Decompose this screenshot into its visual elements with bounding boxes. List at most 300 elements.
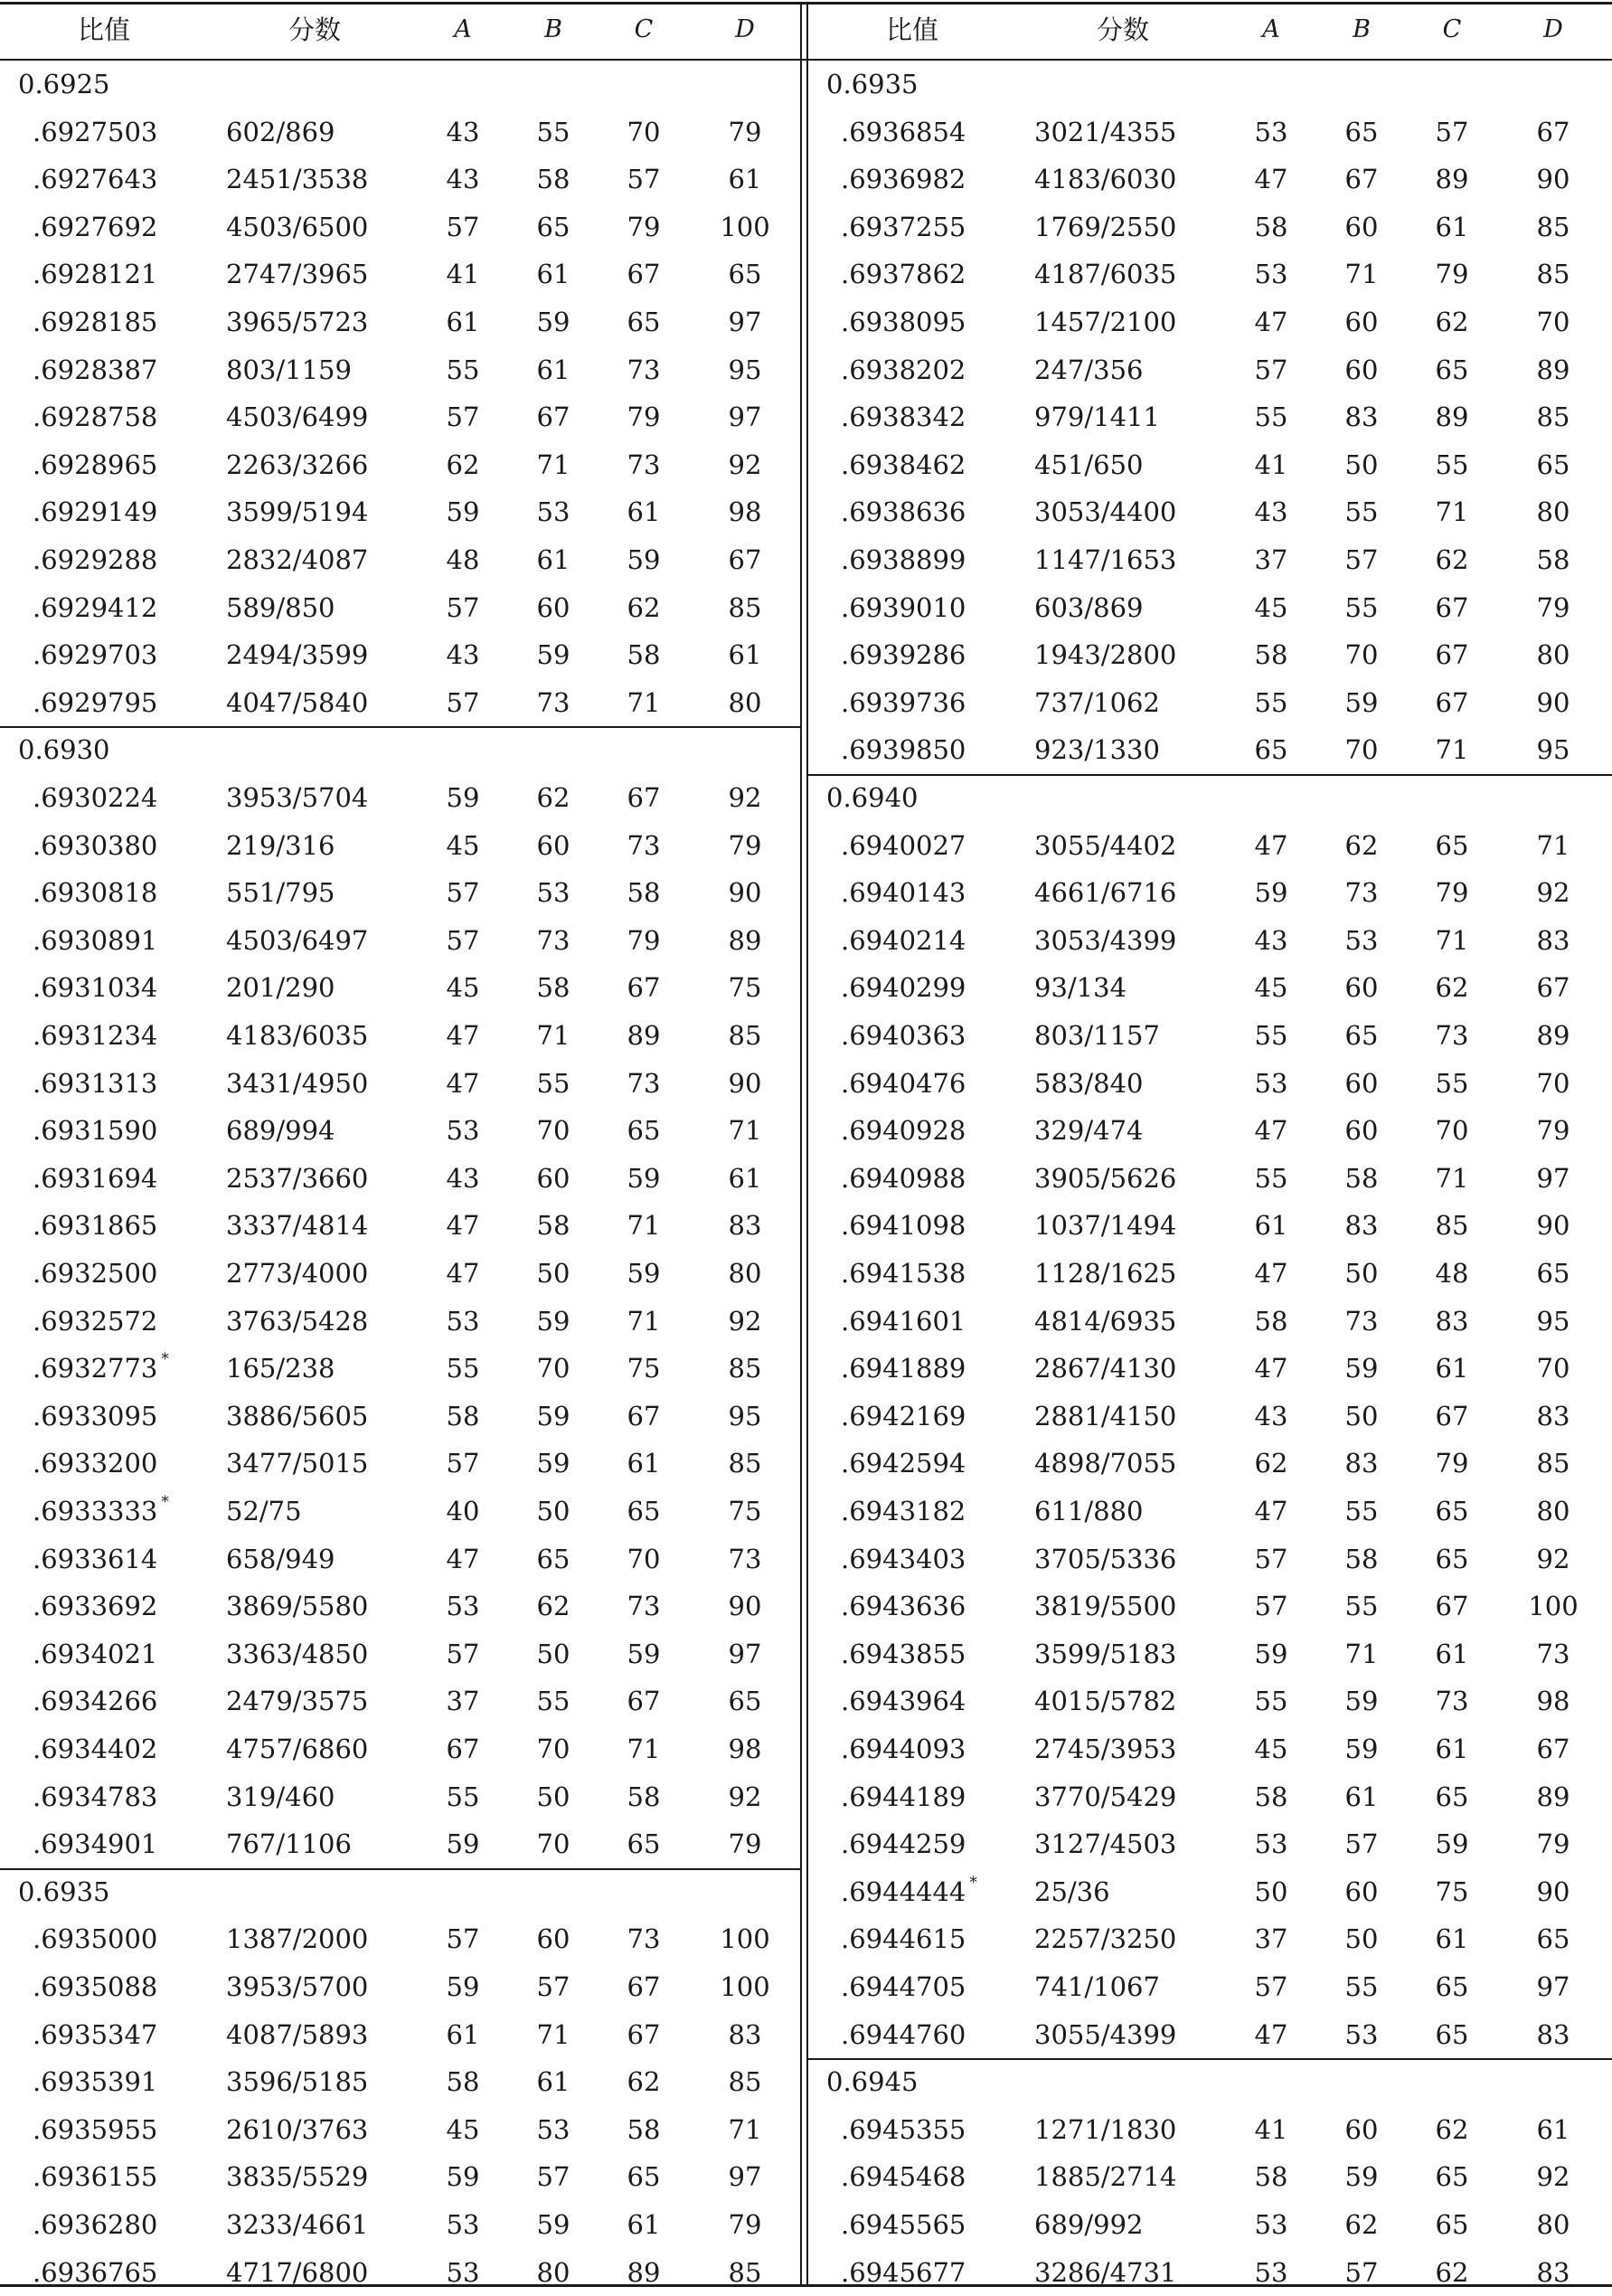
cell-c: 71 bbox=[627, 686, 661, 718]
table-row bbox=[808, 1915, 1612, 1962]
cell-b: 59 bbox=[1344, 2161, 1379, 2193]
cell-fraction: 2537/3660 bbox=[226, 1162, 369, 1194]
cell-c: 59 bbox=[627, 1638, 661, 1669]
cell-c: 73 bbox=[627, 1591, 661, 1622]
cell-d: 79 bbox=[728, 2209, 762, 2240]
cell-ratio: .6932572 bbox=[33, 1305, 158, 1337]
cell-c: 67 bbox=[627, 1971, 661, 2002]
cell-a: 53 bbox=[1254, 1828, 1288, 1860]
cell-c: 67 bbox=[627, 1400, 661, 1431]
cell-fraction: 3053/4399 bbox=[1034, 924, 1177, 956]
cell-ratio: .6942169 bbox=[841, 1400, 966, 1431]
cell-a: 53 bbox=[1254, 1067, 1288, 1099]
cell-ratio: .6931313 bbox=[33, 1067, 158, 1099]
table-row bbox=[0, 1963, 800, 2010]
cell-c: 67 bbox=[1435, 639, 1469, 671]
cell-ratio: .6927692 bbox=[33, 211, 158, 242]
cell-b: 55 bbox=[1344, 1591, 1379, 1622]
cell-fraction: 4087/5893 bbox=[226, 2018, 369, 2050]
cell-a: 55 bbox=[446, 1353, 480, 1384]
cell-c: 62 bbox=[1435, 307, 1469, 337]
cell-b: 60 bbox=[536, 1162, 570, 1194]
cell-b: 60 bbox=[1344, 1115, 1379, 1147]
cell-a: 53 bbox=[446, 1591, 480, 1622]
cell-d: 98 bbox=[728, 496, 762, 528]
cell-b: 57 bbox=[536, 1971, 570, 2002]
table-row bbox=[0, 488, 800, 535]
cell-ratio: .6927503 bbox=[33, 116, 158, 147]
cell-b: 70 bbox=[536, 1828, 570, 1860]
cell-fraction: 3021/4355 bbox=[1034, 116, 1177, 147]
table-row bbox=[808, 679, 1612, 726]
cell-d: 90 bbox=[728, 1067, 762, 1099]
cell-b: 58 bbox=[536, 1210, 570, 1242]
table-row bbox=[808, 536, 1612, 583]
section-value: 0.6925 bbox=[18, 69, 110, 99]
cell-d: 65 bbox=[1536, 449, 1570, 480]
table-row bbox=[0, 1440, 800, 1487]
cell-fraction: 658/949 bbox=[226, 1543, 335, 1574]
cell-fraction: 165/238 bbox=[226, 1353, 335, 1384]
cell-a: 57 bbox=[446, 924, 480, 956]
cell-fraction: 4187/6035 bbox=[1034, 259, 1177, 290]
table-row bbox=[808, 917, 1612, 964]
cell-a: 47 bbox=[1254, 829, 1288, 861]
cell-ratio: .6932500 bbox=[33, 1258, 158, 1289]
cell-a: 59 bbox=[446, 1971, 480, 2002]
cell-d: 100 bbox=[1528, 1591, 1579, 1622]
cell-a: 47 bbox=[1254, 1496, 1288, 1526]
cell-fraction: 3477/5015 bbox=[226, 1448, 369, 1479]
cell-ratio: .6933333 * bbox=[33, 1493, 169, 1526]
section-value: 0.6940 bbox=[826, 782, 919, 813]
cell-d: 85 bbox=[1536, 259, 1570, 290]
right-header-row bbox=[808, 6, 1612, 53]
cell-fraction: 4015/5782 bbox=[1034, 1686, 1177, 1717]
section-label bbox=[0, 61, 800, 108]
cell-c: 62 bbox=[1435, 2113, 1469, 2145]
cell-b: 55 bbox=[1344, 591, 1379, 623]
cell-c: 61 bbox=[1435, 1923, 1469, 1955]
cell-b: 53 bbox=[536, 496, 570, 528]
cell-b: 71 bbox=[536, 2018, 570, 2050]
cell-ratio: .6940363 bbox=[841, 1020, 966, 1051]
cell-fraction: 2881/4150 bbox=[1034, 1400, 1177, 1431]
cell-b: 50 bbox=[536, 1638, 570, 1669]
cell-fraction: 3763/5428 bbox=[226, 1305, 369, 1337]
cell-ratio: .6929795 bbox=[33, 686, 158, 718]
cell-ratio: .6937255 bbox=[841, 211, 966, 242]
cell-c: 57 bbox=[1435, 116, 1469, 147]
cell-c: 70 bbox=[627, 116, 661, 147]
cell-c: 65 bbox=[1435, 2161, 1469, 2193]
cell-ratio: .6928121 bbox=[33, 259, 158, 290]
cell-d: 85 bbox=[728, 591, 762, 623]
cell-d: 80 bbox=[1536, 1496, 1570, 1526]
table-row bbox=[0, 774, 800, 821]
cell-b: 58 bbox=[1344, 1543, 1379, 1574]
cell-a: 43 bbox=[446, 1162, 480, 1194]
table-row bbox=[0, 1202, 800, 1249]
cell-d: 95 bbox=[728, 354, 762, 385]
table-row bbox=[808, 1773, 1612, 1820]
cell-a: 45 bbox=[1254, 1734, 1288, 1764]
section-value: 0.6935 bbox=[18, 1876, 110, 1907]
cell-b: 55 bbox=[1344, 1496, 1379, 1526]
cell-a: 59 bbox=[1254, 1638, 1288, 1669]
cell-fraction: 4183/6035 bbox=[226, 1020, 369, 1051]
cell-b: 60 bbox=[1344, 354, 1379, 385]
cell-d: 65 bbox=[728, 1686, 762, 1717]
cell-fraction: 4503/6499 bbox=[226, 402, 369, 433]
table-row bbox=[0, 346, 800, 393]
cell-ratio: .6944444 * bbox=[841, 1873, 977, 1907]
cell-d: 85 bbox=[728, 1020, 762, 1051]
cell-b: 55 bbox=[1344, 496, 1379, 528]
cell-b: 60 bbox=[1344, 2113, 1379, 2145]
cell-c: 57 bbox=[627, 164, 661, 195]
cell-fraction: 1769/2550 bbox=[1034, 211, 1177, 242]
cell-c: 75 bbox=[1435, 1876, 1469, 1907]
section-value: 0.6930 bbox=[18, 734, 110, 766]
table-row bbox=[808, 584, 1612, 631]
cell-b: 61 bbox=[536, 2066, 570, 2098]
cell-c: 71 bbox=[1435, 1162, 1469, 1194]
cell-ratio: .6940027 bbox=[841, 829, 966, 861]
cell-d: 85 bbox=[728, 2256, 762, 2288]
cell-c: 70 bbox=[627, 1543, 661, 1574]
cell-a: 55 bbox=[446, 354, 480, 385]
cell-d: 71 bbox=[728, 2113, 762, 2145]
table-row bbox=[0, 964, 800, 1011]
table-row bbox=[808, 1250, 1612, 1297]
cell-b: 55 bbox=[536, 1067, 570, 1099]
cell-ratio: .6934266 bbox=[33, 1686, 158, 1717]
section-label bbox=[808, 61, 1612, 108]
cell-c: 61 bbox=[1435, 1638, 1469, 1669]
table-row bbox=[808, 2106, 1612, 2153]
cell-d: 97 bbox=[1536, 1971, 1570, 2002]
cell-b: 53 bbox=[1344, 2018, 1379, 2050]
cell-a: 47 bbox=[1254, 2018, 1288, 2050]
header-fraction: 分数 bbox=[288, 14, 341, 45]
cell-c: 83 bbox=[1435, 1305, 1469, 1337]
cell-a: 65 bbox=[1254, 734, 1288, 766]
cell-fraction: 602/869 bbox=[226, 116, 335, 147]
table-row bbox=[808, 156, 1612, 203]
cell-c: 89 bbox=[627, 1020, 661, 1051]
cell-c: 73 bbox=[627, 449, 661, 480]
cell-c: 73 bbox=[627, 354, 661, 385]
cell-fraction: 3127/4503 bbox=[1034, 1828, 1177, 1860]
cell-ratio: .6927643 bbox=[33, 164, 158, 195]
table-row bbox=[808, 2201, 1612, 2248]
cell-d: 65 bbox=[1536, 1923, 1570, 1955]
table-row bbox=[0, 869, 800, 916]
table-row bbox=[0, 2011, 800, 2058]
cell-ratio: .6931034 bbox=[33, 972, 158, 1004]
table-row bbox=[0, 203, 800, 250]
cell-fraction: 923/1330 bbox=[1034, 734, 1160, 766]
cell-fraction: 979/1411 bbox=[1034, 402, 1160, 433]
cell-ratio: .6935000 bbox=[33, 1923, 158, 1955]
section-label bbox=[808, 774, 1612, 821]
cell-a: 57 bbox=[1254, 1591, 1288, 1622]
cell-c: 48 bbox=[1435, 1258, 1469, 1289]
cell-fraction: 2747/3965 bbox=[226, 259, 369, 290]
cell-c: 65 bbox=[1435, 354, 1469, 385]
cell-d: 98 bbox=[728, 1734, 762, 1764]
cell-c: 71 bbox=[627, 1734, 661, 1764]
table-row bbox=[0, 1583, 800, 1630]
cell-d: 80 bbox=[1536, 639, 1570, 671]
asterisk-mark: * bbox=[161, 1493, 169, 1511]
cell-d: 80 bbox=[1536, 2209, 1570, 2240]
cell-c: 71 bbox=[1435, 496, 1469, 528]
cell-a: 53 bbox=[446, 2209, 480, 2240]
cell-fraction: 2610/3763 bbox=[226, 2113, 369, 2145]
cell-a: 57 bbox=[446, 686, 480, 718]
cell-d: 90 bbox=[1536, 1210, 1570, 1242]
table-row bbox=[808, 203, 1612, 250]
cell-b: 59 bbox=[1344, 686, 1379, 718]
table-row bbox=[808, 1298, 1612, 1345]
cell-a: 47 bbox=[446, 1067, 480, 1099]
cell-c: 65 bbox=[1435, 1496, 1469, 1526]
cell-c: 79 bbox=[627, 211, 661, 242]
cell-b: 70 bbox=[536, 1353, 570, 1384]
cell-d: 83 bbox=[1536, 1400, 1570, 1431]
cell-c: 61 bbox=[1435, 1353, 1469, 1384]
cell-a: 48 bbox=[446, 544, 480, 575]
cell-b: 70 bbox=[536, 1115, 570, 1147]
cell-fraction: 4757/6860 bbox=[226, 1734, 369, 1764]
cell-c: 58 bbox=[627, 639, 661, 671]
cell-b: 59 bbox=[536, 1305, 570, 1337]
cell-c: 65 bbox=[1435, 829, 1469, 861]
cell-fraction: 3705/5336 bbox=[1034, 1543, 1177, 1574]
cell-fraction: 1387/2000 bbox=[226, 1923, 369, 1955]
table-row bbox=[808, 1155, 1612, 1202]
cell-ratio: .6944093 bbox=[841, 1734, 966, 1764]
cell-ratio: .6940299 bbox=[841, 972, 966, 1004]
cell-b: 73 bbox=[1344, 877, 1379, 909]
table-row bbox=[0, 1915, 800, 1962]
cell-c: 79 bbox=[627, 924, 661, 956]
cell-b: 73 bbox=[536, 686, 570, 718]
cell-a: 45 bbox=[1254, 972, 1288, 1004]
cell-a: 57 bbox=[446, 1448, 480, 1479]
cell-c: 61 bbox=[627, 2209, 661, 2240]
cell-a: 57 bbox=[446, 1638, 480, 1669]
cell-ratio: .6940143 bbox=[841, 877, 966, 909]
cell-d: 85 bbox=[1536, 1448, 1570, 1479]
cell-fraction: 689/992 bbox=[1034, 2209, 1144, 2240]
cell-fraction: 2773/4000 bbox=[226, 1258, 369, 1289]
cell-c: 89 bbox=[1435, 164, 1469, 195]
cell-a: 55 bbox=[1254, 1020, 1288, 1051]
cell-fraction: 4898/7055 bbox=[1034, 1448, 1177, 1479]
cell-fraction: 3363/4850 bbox=[226, 1638, 369, 1669]
cell-c: 67 bbox=[627, 2018, 661, 2050]
cell-fraction: 803/1159 bbox=[226, 354, 352, 385]
cell-a: 41 bbox=[1254, 2113, 1288, 2145]
cell-b: 50 bbox=[1344, 1923, 1379, 1955]
cell-fraction: 3770/5429 bbox=[1034, 1781, 1177, 1812]
table-row bbox=[0, 1773, 800, 1820]
cell-d: 70 bbox=[1536, 1353, 1570, 1384]
cell-b: 73 bbox=[1344, 1305, 1379, 1337]
cell-b: 67 bbox=[1344, 164, 1379, 195]
cell-a: 58 bbox=[446, 2066, 480, 2098]
cell-c: 61 bbox=[627, 1448, 661, 1479]
cell-b: 70 bbox=[1344, 639, 1379, 671]
cell-c: 65 bbox=[627, 307, 661, 337]
cell-b: 65 bbox=[1344, 1020, 1379, 1051]
cell-a: 53 bbox=[446, 1115, 480, 1147]
cell-b: 61 bbox=[536, 354, 570, 385]
cell-c: 79 bbox=[1435, 877, 1469, 909]
cell-ratio: .6936155 bbox=[33, 2161, 158, 2193]
table-row bbox=[0, 441, 800, 488]
cell-fraction: 3905/5626 bbox=[1034, 1162, 1177, 1194]
table-row bbox=[808, 1535, 1612, 1583]
cell-d: 97 bbox=[728, 1638, 762, 1669]
cell-c: 62 bbox=[1435, 2256, 1469, 2288]
cell-fraction: 767/1106 bbox=[226, 1828, 352, 1860]
table-row bbox=[808, 1677, 1612, 1724]
cell-fraction: 3886/5605 bbox=[226, 1400, 369, 1431]
cell-b: 57 bbox=[536, 2161, 570, 2193]
cell-a: 37 bbox=[446, 1686, 480, 1717]
cell-b: 62 bbox=[1344, 2209, 1379, 2240]
header-fraction: 分数 bbox=[1096, 14, 1149, 45]
cell-c: 73 bbox=[1435, 1686, 1469, 1717]
cell-d: 85 bbox=[1536, 211, 1570, 242]
cell-d: 89 bbox=[1536, 354, 1570, 385]
cell-fraction: 3233/4661 bbox=[226, 2209, 369, 2240]
cell-c: 67 bbox=[627, 782, 661, 813]
cell-d: 71 bbox=[728, 1115, 762, 1147]
section-label bbox=[808, 2058, 1612, 2105]
cell-b: 59 bbox=[1344, 1353, 1379, 1384]
cell-d: 65 bbox=[1536, 1258, 1570, 1289]
cell-d: 90 bbox=[728, 877, 762, 909]
cell-b: 61 bbox=[536, 544, 570, 575]
cell-ratio: .6945468 bbox=[841, 2161, 966, 2193]
cell-c: 71 bbox=[1435, 734, 1469, 766]
cell-c: 65 bbox=[627, 2161, 661, 2193]
cell-d: 90 bbox=[728, 1591, 762, 1622]
cell-ratio: .6935391 bbox=[33, 2066, 158, 2098]
cell-c: 85 bbox=[1435, 1210, 1469, 1242]
cell-ratio: .6941538 bbox=[841, 1258, 966, 1289]
table-row bbox=[0, 2201, 800, 2248]
table-row bbox=[808, 1202, 1612, 1249]
cell-d: 79 bbox=[1536, 591, 1570, 623]
cell-fraction: 2494/3599 bbox=[226, 639, 369, 671]
cell-fraction: 2451/3538 bbox=[226, 164, 369, 195]
cell-a: 57 bbox=[446, 591, 480, 623]
cell-ratio: .6939736 bbox=[841, 686, 966, 718]
cell-d: 80 bbox=[728, 1258, 762, 1289]
cell-d: 83 bbox=[1536, 2018, 1570, 2050]
cell-fraction: 2257/3250 bbox=[1034, 1923, 1177, 1955]
cell-b: 65 bbox=[1344, 116, 1379, 147]
cell-b: 58 bbox=[536, 972, 570, 1004]
cell-ratio: .6930891 bbox=[33, 924, 158, 956]
cell-d: 92 bbox=[728, 782, 762, 813]
cell-d: 97 bbox=[728, 307, 762, 337]
table-row bbox=[808, 1820, 1612, 1867]
cell-c: 89 bbox=[627, 2256, 661, 2288]
cell-fraction: 1885/2714 bbox=[1034, 2161, 1177, 2193]
cell-fraction: 4503/6500 bbox=[226, 211, 369, 242]
cell-a: 59 bbox=[446, 782, 480, 813]
cell-a: 41 bbox=[446, 259, 480, 290]
cell-ratio: .6929412 bbox=[33, 591, 158, 623]
table-row bbox=[808, 298, 1612, 345]
cell-fraction: 2867/4130 bbox=[1034, 1353, 1177, 1384]
cell-d: 100 bbox=[720, 1923, 770, 1955]
cell-fraction: 3819/5500 bbox=[1034, 1591, 1177, 1622]
cell-a: 55 bbox=[1254, 402, 1288, 433]
cell-fraction: 3055/4402 bbox=[1034, 829, 1177, 861]
cell-a: 57 bbox=[1254, 1543, 1288, 1574]
table-row bbox=[808, 1963, 1612, 2010]
cell-b: 55 bbox=[1344, 1971, 1379, 2002]
cell-ratio: .6928758 bbox=[33, 402, 158, 433]
cell-a: 43 bbox=[446, 639, 480, 671]
cell-d: 85 bbox=[728, 1448, 762, 1479]
cell-ratio: .6944189 bbox=[841, 1781, 966, 1812]
cell-a: 41 bbox=[1254, 449, 1288, 480]
cell-c: 61 bbox=[627, 496, 661, 528]
cell-b: 83 bbox=[1344, 1448, 1379, 1479]
cell-d: 83 bbox=[1536, 924, 1570, 956]
cell-b: 80 bbox=[536, 2256, 570, 2288]
header-d: D bbox=[1543, 15, 1563, 43]
cell-c: 59 bbox=[627, 1258, 661, 1289]
left-panel bbox=[0, 0, 800, 2289]
cell-ratio: .6938342 bbox=[841, 402, 966, 433]
cell-ratio: .6929703 bbox=[33, 639, 158, 671]
cell-ratio: .6930818 bbox=[33, 877, 158, 909]
cell-c: 89 bbox=[1435, 402, 1469, 433]
cell-c: 73 bbox=[1435, 1020, 1469, 1051]
cell-d: 79 bbox=[1536, 1828, 1570, 1860]
cell-d: 92 bbox=[1536, 1543, 1570, 1574]
cell-a: 61 bbox=[446, 307, 480, 337]
cell-a: 59 bbox=[446, 496, 480, 528]
cell-fraction: 1037/1494 bbox=[1034, 1210, 1177, 1242]
cell-d: 61 bbox=[1536, 2113, 1570, 2145]
cell-ratio: .6941601 bbox=[841, 1305, 966, 1337]
cell-d: 80 bbox=[728, 686, 762, 718]
cell-b: 59 bbox=[536, 1448, 570, 1479]
cell-a: 43 bbox=[446, 116, 480, 147]
cell-fraction: 3953/5704 bbox=[226, 782, 369, 813]
cell-b: 50 bbox=[1344, 1258, 1379, 1289]
cell-fraction: 319/460 bbox=[226, 1781, 335, 1812]
table-row bbox=[0, 1107, 800, 1154]
cell-a: 47 bbox=[1254, 307, 1288, 337]
cell-ratio: .6934901 bbox=[33, 1828, 158, 1860]
cell-b: 59 bbox=[1344, 1686, 1379, 1717]
table-row bbox=[808, 2011, 1612, 2058]
cell-c: 59 bbox=[627, 544, 661, 575]
cell-b: 50 bbox=[536, 1258, 570, 1289]
